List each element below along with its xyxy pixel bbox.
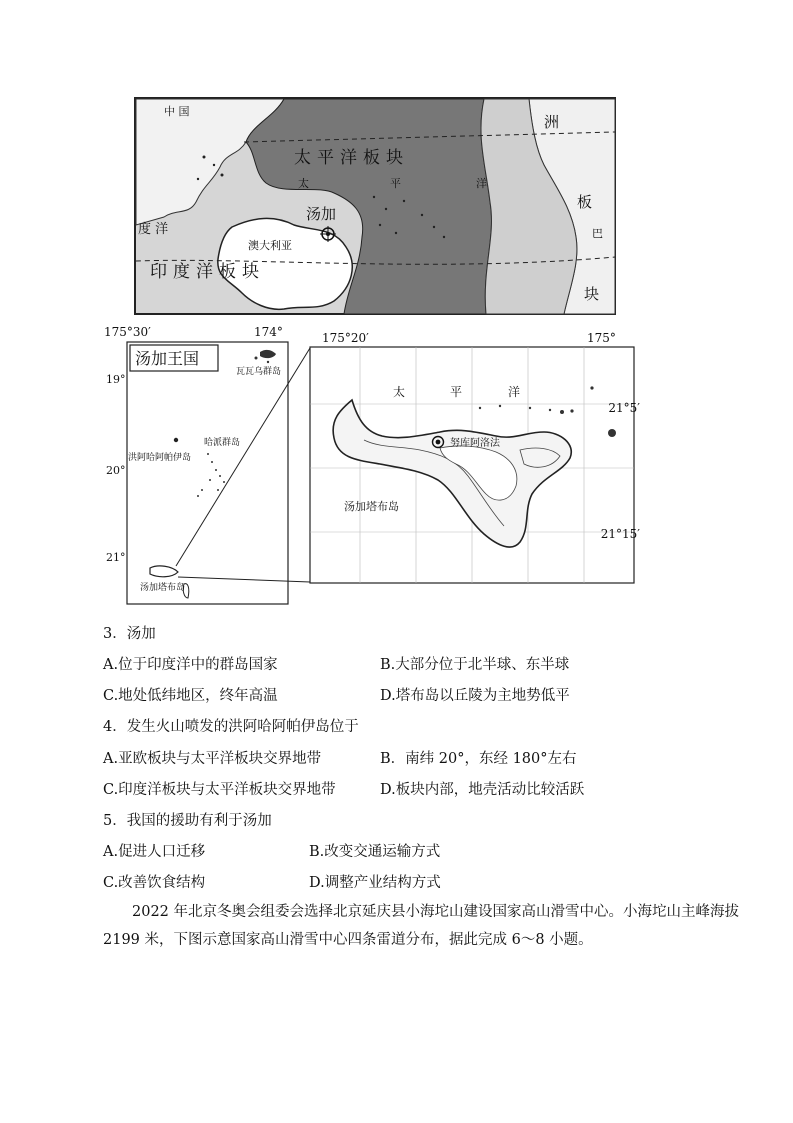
detail-lat-bottom: 21°15′ bbox=[600, 527, 640, 541]
q5-option-c[interactable]: C.改善饮食结构 bbox=[103, 875, 206, 891]
q4-option-d[interactable]: D.板块内部，地壳活动比较活跃 bbox=[380, 782, 585, 798]
label-ban: 板 bbox=[577, 193, 593, 211]
label-pacific-plate: 太平洋板块 bbox=[294, 148, 409, 168]
detail-lon-right: 175° bbox=[587, 331, 616, 345]
detail-ocean-1: 太 bbox=[393, 385, 406, 399]
label-ba: 巴 bbox=[592, 227, 603, 240]
overview-lon-left: 175°30′ bbox=[104, 325, 151, 339]
label-china: 中 国 bbox=[164, 105, 190, 118]
label-tongatapu-detail: 汤加塔布岛 bbox=[344, 500, 399, 513]
question-5-stem: 5．我国的援助有利于汤加 bbox=[103, 813, 272, 829]
label-zhou: 洲 bbox=[544, 113, 560, 131]
overview-lon-right: 174° bbox=[254, 325, 283, 339]
plate-map bbox=[134, 97, 616, 315]
label-pacific-2: 平 bbox=[390, 177, 401, 190]
q3-option-b[interactable]: B.大部分位于北半球、东半球 bbox=[380, 657, 570, 673]
q3-option-c[interactable]: C.地处低纬地区，终年高温 bbox=[103, 688, 278, 704]
q4-option-a[interactable]: A.亚欧板块与太平洋板块交界地带 bbox=[103, 751, 322, 767]
label-haapai: 哈派群岛 bbox=[204, 438, 241, 448]
label-pacific-1: 太 bbox=[298, 177, 309, 190]
q3-option-d[interactable]: D.塔布岛以丘陵为主地势低平 bbox=[380, 688, 570, 704]
label-indian-plate: 印度洋板块 bbox=[150, 262, 265, 282]
label-hunga: 洪阿哈阿帕伊岛 bbox=[128, 453, 192, 463]
label-vavau: 瓦瓦乌群岛 bbox=[236, 367, 282, 377]
detail-ocean-2: 平 bbox=[450, 385, 463, 399]
label-capital: 努库阿洛法 bbox=[450, 438, 500, 449]
label-kuai: 块 bbox=[584, 285, 600, 303]
tonga-maps bbox=[100, 320, 645, 608]
detail-lat-top: 21°5′ bbox=[608, 401, 640, 415]
label-tonga: 汤加 bbox=[306, 205, 337, 223]
lat-19: 19° bbox=[106, 373, 126, 386]
q4-option-b[interactable]: B．南纬 20°，东经 180°左右 bbox=[380, 751, 577, 767]
q5-option-a[interactable]: A.促进人口迁移 bbox=[103, 844, 206, 860]
q4-option-c[interactable]: C.印度洋板块与太平洋板块交界地带 bbox=[103, 782, 336, 798]
question-4-stem: 4．发生火山喷发的洪阿哈阿帕伊岛位于 bbox=[103, 719, 359, 735]
label-australia: 澳大利亚 bbox=[248, 239, 292, 252]
lat-21: 21° bbox=[106, 551, 126, 564]
label-indian-ocean: 度 洋 bbox=[138, 222, 169, 237]
q5-option-b[interactable]: B.改变交通运输方式 bbox=[309, 844, 441, 860]
detail-ocean-3: 洋 bbox=[508, 385, 521, 399]
label-tongatapu-small: 汤加塔布岛 bbox=[140, 583, 186, 593]
label-pacific-3: 洋 bbox=[476, 177, 487, 190]
detail-lon-left: 175°20′ bbox=[322, 331, 369, 345]
overview-title: 汤加王国 bbox=[135, 349, 200, 368]
q3-option-a[interactable]: A.位于印度洋中的群岛国家 bbox=[103, 657, 278, 673]
question-3-stem: 3．汤加 bbox=[103, 626, 156, 642]
intro-paragraph-6-8: 2022 年北京冬奥会组委会选择北京延庆县小海坨山建设国家高山滑雪中心。小海坨山主峰海拔 2199 米，下图示意国家高山滑雪中心四条雷道分布，据此完成 6～8 小题。 bbox=[103, 904, 740, 948]
q5-option-d[interactable]: D.调整产业结构方式 bbox=[309, 875, 441, 891]
lat-20: 20° bbox=[106, 464, 126, 477]
